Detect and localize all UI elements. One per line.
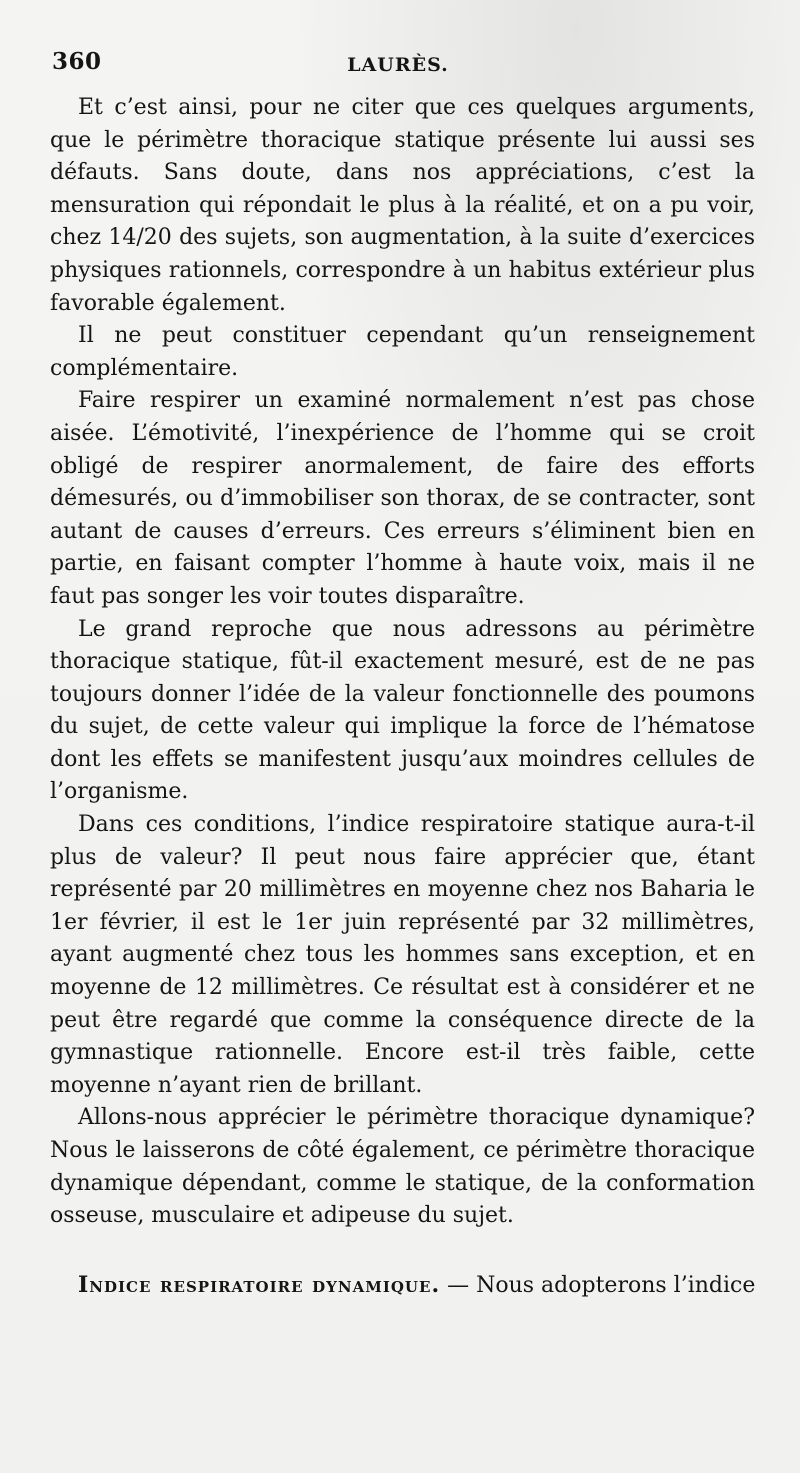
paragraph-1: Et c’est ainsi, pour ne citer que ces quelques arguments, que le périmètre thoracique statique présente lui aussi ses défauts. Sans doute, dans nos appréciations, c’est la mensuration qui répondait le plus à la réalité, et on a pu voir, chez 14/20 des sujets, son augmentation, à la suite d’exercices physiques rationnels, correspondre à un habitus extérieur plus favorable également. bbox=[50, 95, 755, 316]
section-start bbox=[50, 1269, 755, 1303]
section-dash: — bbox=[440, 1272, 477, 1298]
running-head: LAURÈS. bbox=[347, 54, 449, 76]
paragraph-4: Le grand reproche que nous adressons au périmètre thoracique statique, fût-il exactement mesuré, est de ne pas toujours donner l’idée de la valeur fonctionnelle des poumons du sujet, de cette valeur qui implique la force de l’hématose dont les effets se manifestent jusqu’aux moindres cellules de l’organisme. bbox=[50, 616, 755, 805]
section-heading: Indice respiratoire dynamique. bbox=[78, 1271, 441, 1298]
section-spacer bbox=[50, 1233, 755, 1269]
page-number: 360 bbox=[52, 48, 102, 75]
paragraph-5: Dans ces conditions, l’indice respiratoire statique aura-t-il plus de valeur? Il peut nous faire apprécier que, étant représenté par 20 millimètres en moyenne chez nos Baharia le 1er février, il est le 1er juin représenté par 32 millimètres, ayant augmenté chez tous les hommes sans exception, et en moyenne de 12 millimètres. Ce résultat est à considérer et ne peut être regardé que comme la conséquence directe de la gymnastique rationnelle. Encore est-il très faible, cette moyenne n’ayant rien de brillant. bbox=[50, 812, 755, 1098]
paragraph-2: Il ne peut constituer cependant qu’un renseignement complémentaire. bbox=[50, 323, 755, 381]
body-text bbox=[50, 92, 755, 1302]
paragraph-6: Allons-nous apprécier le périmètre thoracique dynamique? Nous le laisserons de côté également, ce périmètre thoracique dynamique dépendant, comme le statique, de la conformation osseuse, musculaire et adipeuse du sujet. bbox=[50, 1105, 755, 1229]
page-header bbox=[52, 48, 744, 84]
paragraph-3: Faire respirer un examiné normalement n’est pas chose aisée. L’émotivité, l’inexpérience de l’homme qui se croit obligé de respirer anormalement, de faire des efforts démesurés, ou d’immobiliser son thorax, de se contracter, sont autant de causes d’erreurs. Ces erreurs s’éliminent bien en partie, en faisant compter l’homme à haute voix, mais il ne faut pas songer les voir toutes disparaître. bbox=[50, 388, 755, 609]
section-text: Nous adopterons l’indice bbox=[476, 1272, 756, 1298]
